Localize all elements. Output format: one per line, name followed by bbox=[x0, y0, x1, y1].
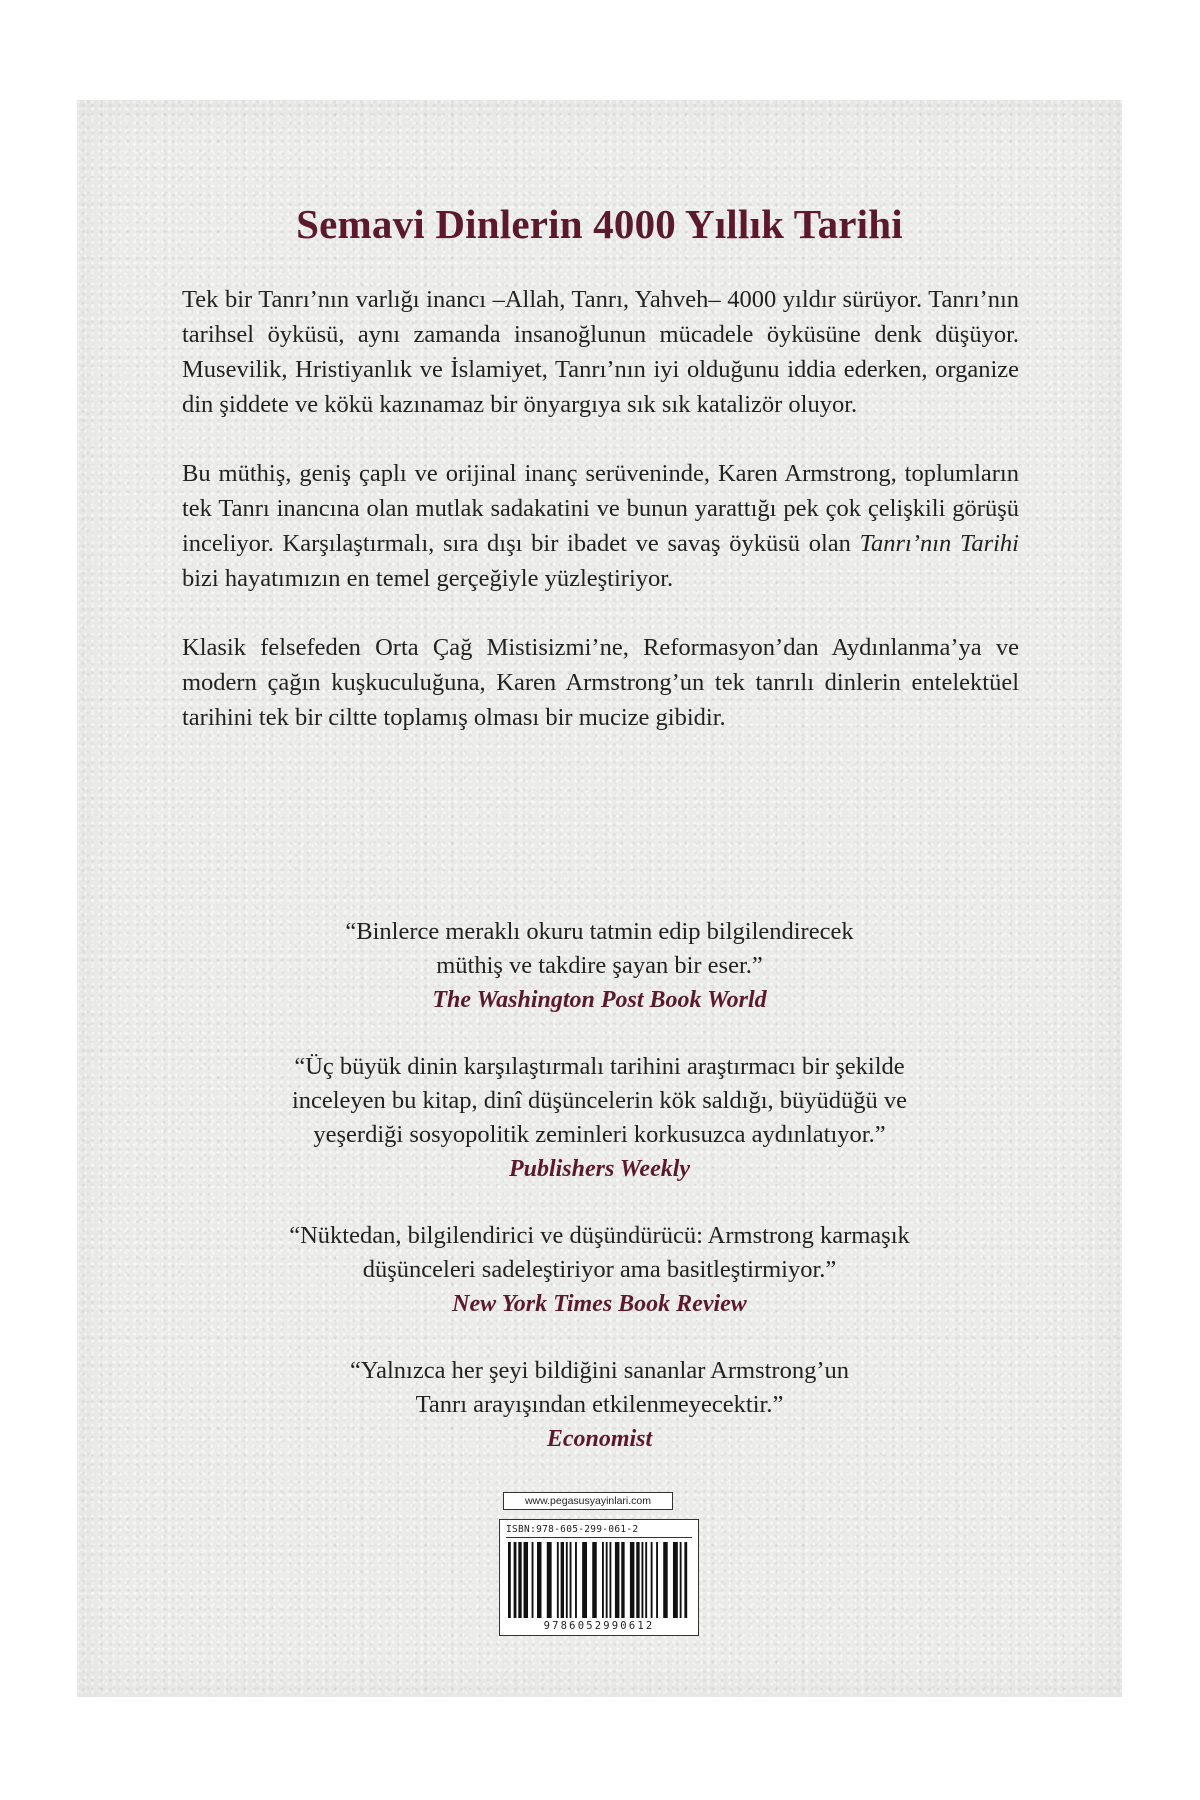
quote-source: Publishers Weekly bbox=[508, 1156, 691, 1182]
barcode-bar bbox=[570, 1542, 572, 1618]
barcode-bar bbox=[524, 1542, 528, 1618]
barcode-bar bbox=[621, 1542, 624, 1618]
barcode-bar bbox=[615, 1542, 619, 1618]
barcode-number: 9786052990612 bbox=[543, 1620, 655, 1632]
review-quote bbox=[77, 1354, 1122, 1456]
review-quotes bbox=[77, 915, 1122, 1489]
barcode-bar bbox=[636, 1542, 639, 1618]
description-body bbox=[182, 282, 1019, 769]
quote-source: New York Times Book Review bbox=[452, 1291, 747, 1317]
barcode-bar bbox=[514, 1542, 517, 1618]
barcode-bar bbox=[575, 1542, 577, 1618]
barcode-bar bbox=[592, 1542, 596, 1618]
quote-source: The Washington Post Book World bbox=[432, 987, 767, 1013]
quote-text: “Üç büyük dinin karşılaştırmalı tarihini araştırmacı bir şekilde inceleyen bu kitap, dinî düşüncelerin kök saldığı, büyüdüğü ve yeşerdiği sosyopolitik zeminleri korkusuzca aydınlatıyor.” bbox=[291, 1053, 908, 1148]
review-quote bbox=[77, 1219, 1122, 1321]
review-quote bbox=[77, 1050, 1122, 1186]
barcode-bar bbox=[663, 1542, 667, 1618]
quote-source: Economist bbox=[546, 1426, 653, 1452]
paragraph-text: Bu müthiş, geniş çaplı ve orijinal inanç serüveninde, Karen Armstrong, toplumların tek Tanrı inancına olan mutlak sadakatini ve bunun yarattığı pek çok çelişkili görüşü inceliyor. Karşılaştırmalı, sıra dışı bir ibadet ve savaş öyküsü olan bbox=[182, 460, 1019, 557]
publisher-website: www.pegasusyayinlari.com bbox=[503, 1492, 673, 1510]
barcode-bar bbox=[561, 1542, 564, 1618]
barcode-bar bbox=[642, 1542, 644, 1618]
isbn-barcode bbox=[499, 1519, 699, 1636]
barcode-bar bbox=[609, 1542, 611, 1618]
barcode-bar bbox=[532, 1542, 534, 1618]
description-paragraph bbox=[182, 456, 1019, 596]
barcode-bar bbox=[557, 1542, 559, 1618]
barcode-bar bbox=[630, 1542, 634, 1618]
barcode-bar bbox=[606, 1542, 608, 1618]
barcode-bar bbox=[537, 1542, 541, 1618]
quote-text: “Yalnızca her şeyi bildiğini sananlar Armstrong’un Tanrı arayışından etkilenmeyecektir.” bbox=[350, 1357, 849, 1418]
review-quote bbox=[77, 915, 1122, 1017]
book-back-cover bbox=[77, 100, 1122, 1697]
quote-text: “Nüktedan, bilgilendirici ve düşündürücü: Armstrong karmaşık düşünceleri sadeleştiriyor ama basitleştirmiyor.” bbox=[289, 1222, 910, 1283]
barcode-bar bbox=[656, 1542, 658, 1618]
barcode-bar bbox=[684, 1542, 687, 1618]
barcode-bar bbox=[508, 1542, 511, 1618]
barcode-bar bbox=[518, 1542, 521, 1618]
barcode-bar bbox=[673, 1542, 678, 1618]
barcode-block bbox=[499, 1492, 699, 1636]
barcode-bar bbox=[547, 1542, 552, 1618]
paragraph-text: bizi hayatımızın en temel gerçeğiyle yüzleştiriyor. bbox=[182, 565, 674, 592]
description-paragraph: Klasik felsefeden Orta Çağ Mistisizmi’ne, Reformasyon’dan Aydınlanma’ya ve modern çağın kuşkuculuğuna, Karen Armstrong’un tek tanrılı dinlerin entelektüel tarihini tek bir ciltte toplamış olması bir mucize gibidir. bbox=[182, 634, 1019, 731]
barcode-bar bbox=[566, 1542, 568, 1618]
book-title-italic: Tanrı’nın Tarihi bbox=[859, 530, 1019, 557]
description-paragraph: Tek bir Tanrı’nın varlığı inancı –Allah, Tanrı, Yahveh– 4000 yıldır sürüyor. Tanrı’nın tarihsel öyküsü, aynı zamanda insanoğlunun mücadele öyküsüne denk düşüyor. Musevilik, Hristiyanlık ve İslamiyet, Tanrı’nın iyi olduğunu iddia ederken, organize din şiddete ve kökü kazınamaz bir önyargıya sık sık katalizör oluyor. bbox=[182, 286, 1019, 418]
barcode-bars bbox=[506, 1542, 692, 1618]
isbn-label: ISBN:978-605-299-061-2 bbox=[506, 1524, 692, 1538]
barcode-bar bbox=[582, 1542, 587, 1618]
barcode-bar bbox=[645, 1542, 647, 1618]
barcode-bar bbox=[651, 1542, 653, 1618]
quote-text: “Binlerce meraklı okuru tatmin edip bilgilendirecek müthiş ve takdire şayan bir eser.” bbox=[345, 918, 854, 979]
cover-title: Semavi Dinlerin 4000 Yıllık Tarihi bbox=[296, 201, 903, 247]
barcode-bar bbox=[602, 1542, 604, 1618]
barcode-bar bbox=[680, 1542, 682, 1618]
